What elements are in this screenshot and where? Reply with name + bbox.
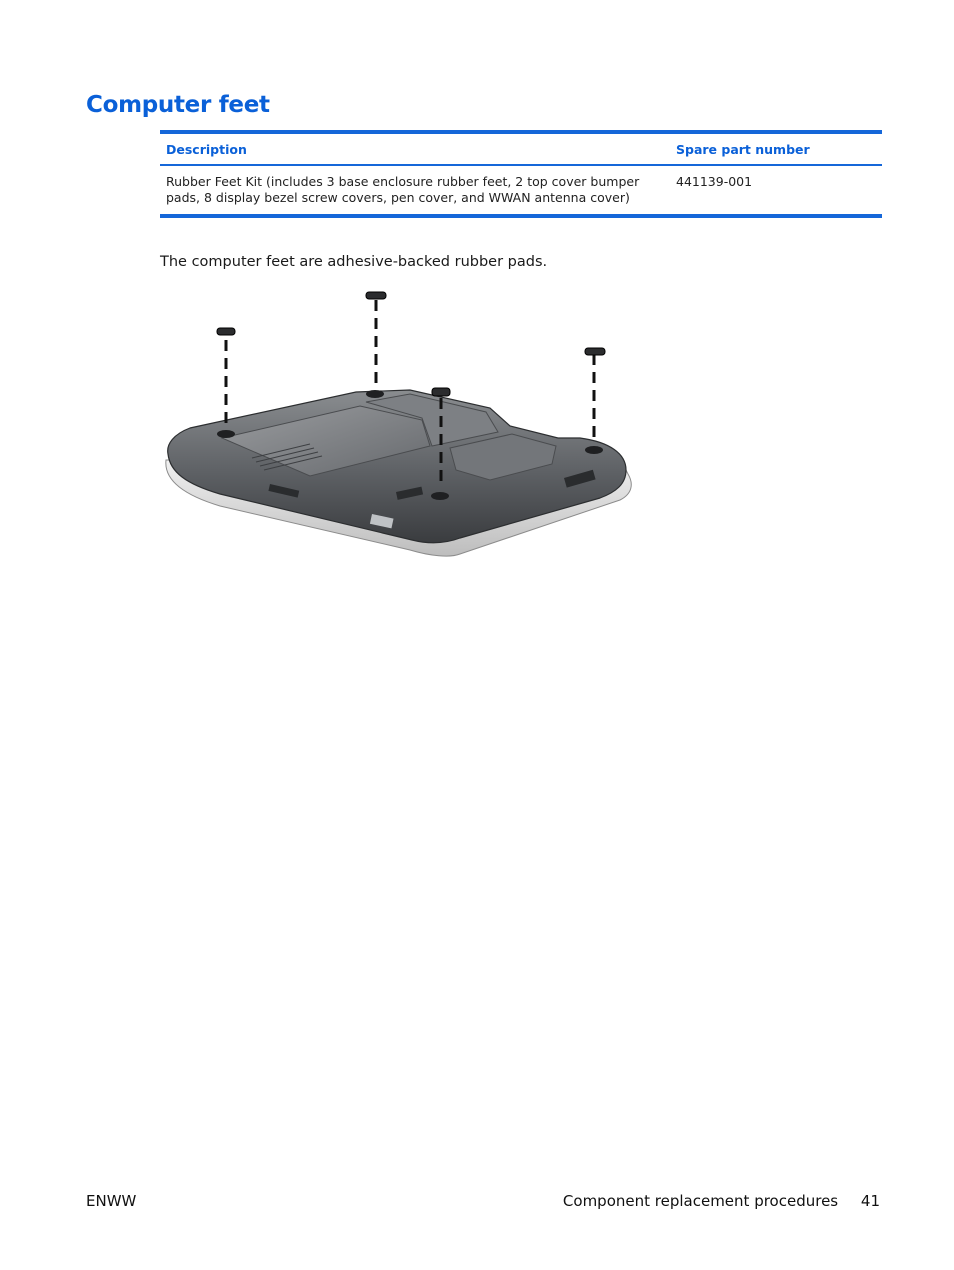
table-row [160, 166, 882, 214]
intro-paragraph: The computer feet are adhesive-backed rubber pads. [160, 254, 548, 270]
footer-enww: ENWW [86, 1192, 137, 1210]
cell-description: Rubber Feet Kit (includes 3 base enclosure rubber feet, 2 top cover bumper pads, 8 display bezel screw covers, pen cover, and WWAN antenna cover) [166, 174, 640, 205]
table-header-row [160, 134, 882, 166]
page-number: 41 [860, 1192, 880, 1210]
cell-spare-part-number: 441139-001 [676, 174, 753, 189]
footer-section-title: Component replacement procedures [562, 1192, 839, 1210]
column-header-description: Description [166, 141, 247, 157]
footer-section-page [563, 1192, 880, 1210]
column-header-spare-part-number: Spare part number [676, 141, 810, 157]
laptop-feet-figure [160, 288, 640, 572]
page-title: Computer feet [86, 92, 270, 118]
laptop-underside-illustration [160, 288, 640, 568]
spare-parts-table [160, 130, 882, 218]
